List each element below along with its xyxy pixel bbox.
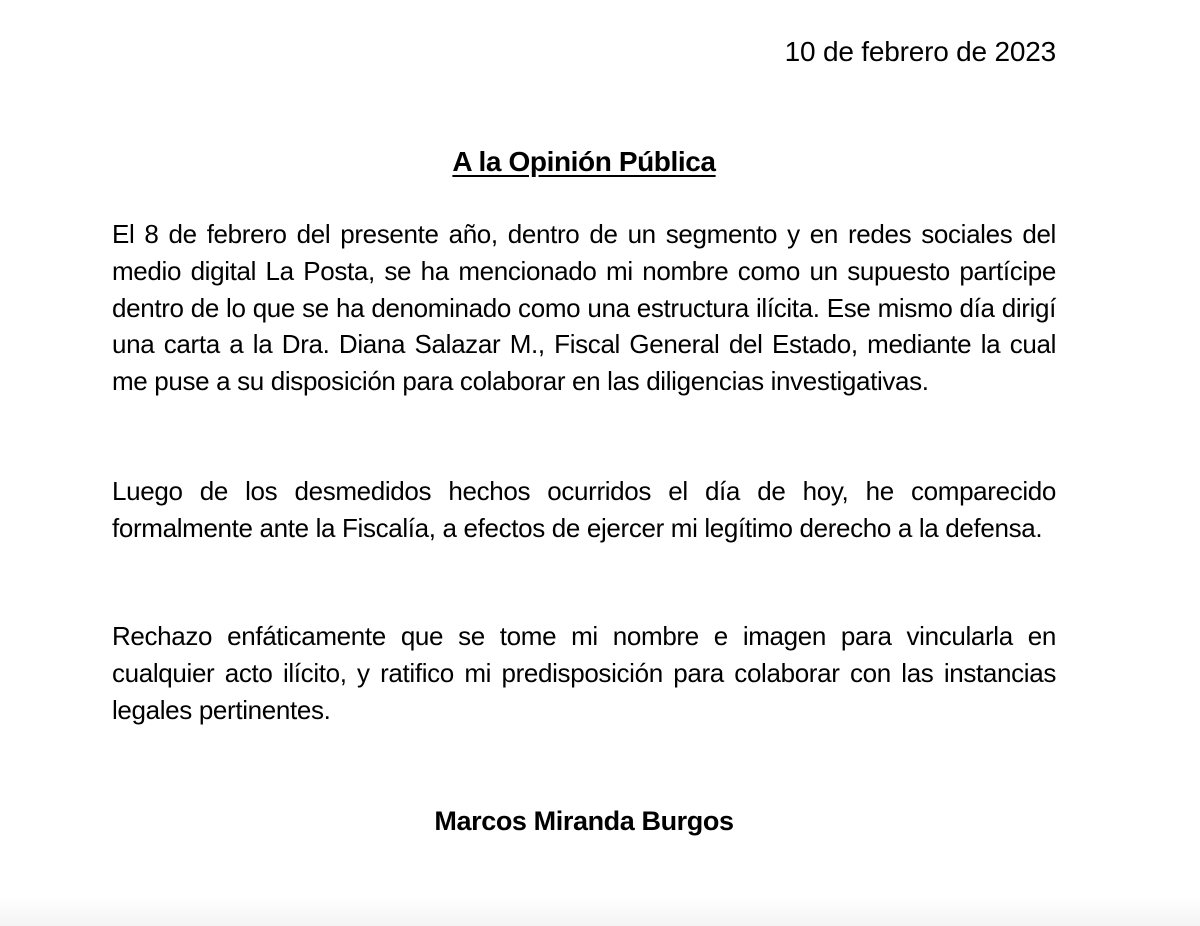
paragraph-3: Rechazo enfáticamente que se tome mi nombre e imagen para vincularla en cualquier acto ilícito, y ratifico mi predisposición para colaborar con las instancias legales pertinentes. xyxy=(112,621,1056,725)
page-bottom-shadow xyxy=(0,896,1200,926)
document-date: 10 de febrero de 2023 xyxy=(784,36,1056,67)
document-title: A la Opinión Pública xyxy=(452,146,716,177)
paragraph-2: Luego de los desmedidos hechos ocurridos el día de hoy, he comparecido formalmente ante la Fiscalía, a efectos de ejercer mi legítimo derecho a la defensa. xyxy=(112,476,1056,543)
signature-name: Marcos Miranda Burgos xyxy=(434,806,734,836)
paragraph-1: El 8 de febrero del presente año, dentro de un segmento y en redes sociales del medio digital La Posta, se ha mencionado mi nombre como un supuesto partícipe dentro de lo que se ha denominado como una estructura ilícita. Ese mismo día dirigí una carta a la Dra. Diana Salazar M., Fiscal General del Estado, mediante la cual me puse a su disposición para colaborar en las diligencias investigativas. xyxy=(112,219,1056,397)
